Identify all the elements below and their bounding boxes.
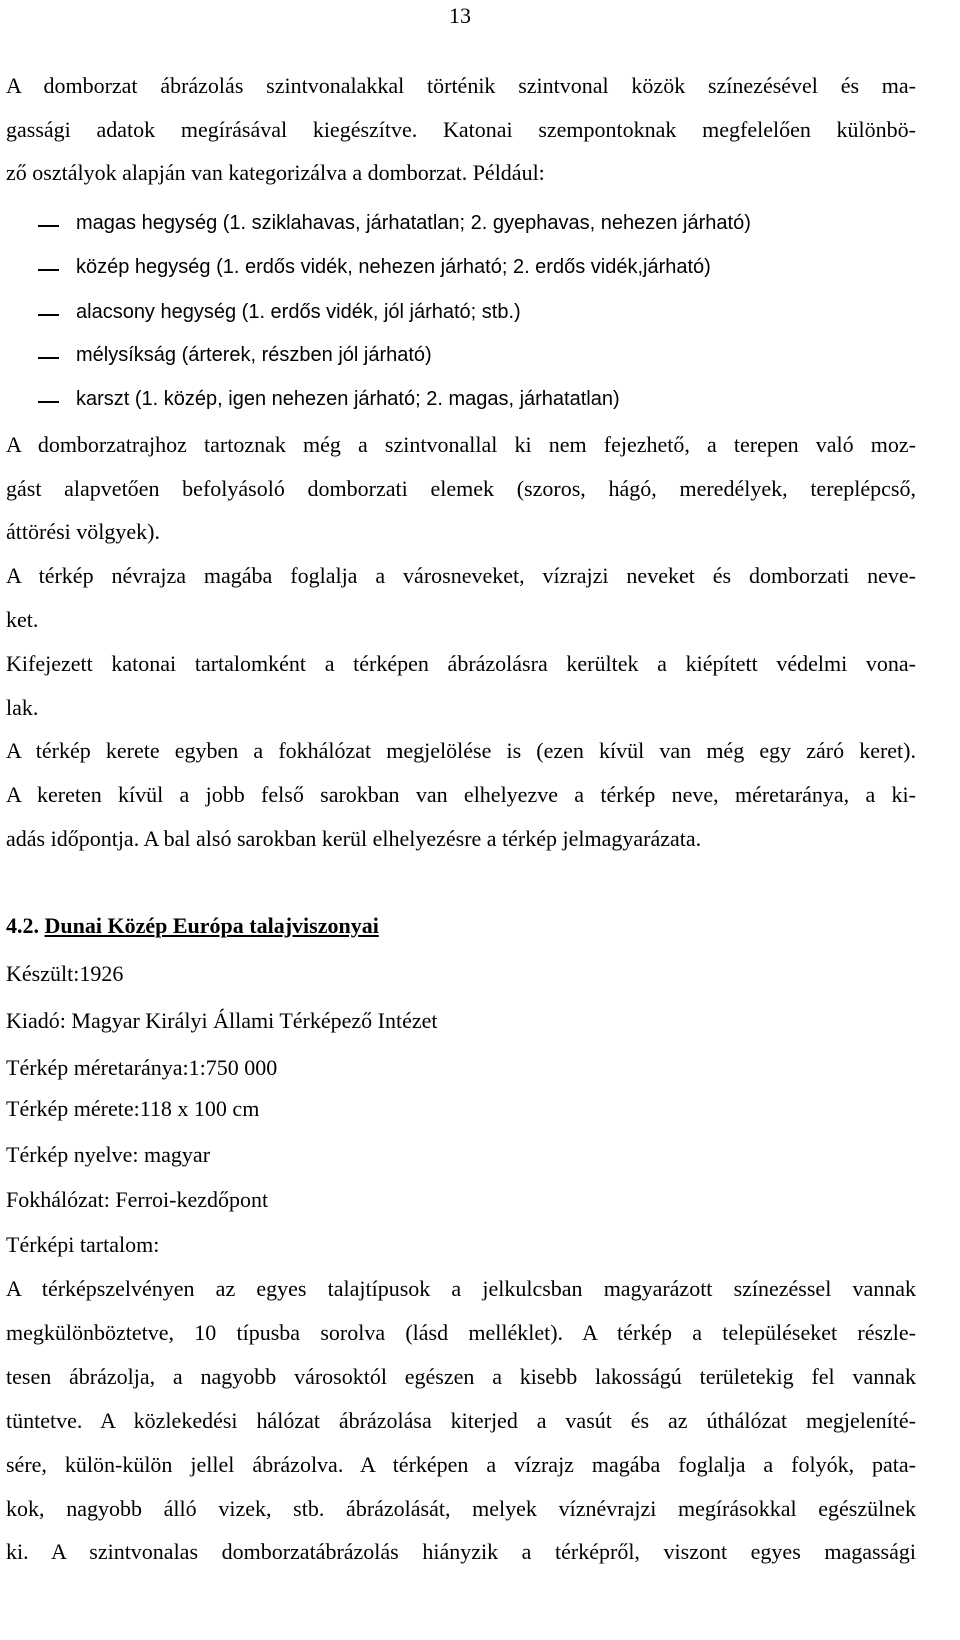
- paragraph-line: A domborzatrajhoz tartoznak még a szintvonallal ki nem fejezhető, a terepen való moz-: [6, 432, 916, 457]
- map-info-item: Kiadó: Magyar Királyi Állami Térképező Intézet: [6, 1008, 438, 1033]
- map-info-item: Térkép nyelve: magyar: [6, 1142, 211, 1167]
- list-item-text: közép hegység (1. erdős vidék, nehezen járható; 2. erdős vidék,járható): [76, 256, 711, 278]
- paragraph-line: tesen ábrázolja, a nagyobb városoktól egészen a kisebb lakosságú területekig fel vannak: [6, 1364, 916, 1389]
- section-heading: [6, 915, 379, 937]
- paragraph-line: A térkép névrajza magába foglalja a városneveket, vízrajzi neveket és domborzati neve-: [6, 563, 916, 588]
- paragraph-line: gást alapvetően befolyásoló domborzati elemek (szoros, hágó, meredélyek, tereplépcső,: [6, 476, 916, 501]
- dash-bullet-icon: [38, 401, 59, 403]
- dash-bullet-icon: [38, 225, 59, 227]
- list-item-text: magas hegység (1. sziklahavas, járhatatlan; 2. gyephavas, nehezen járható): [76, 212, 751, 234]
- paragraph-line: megkülönböztetve, 10 típusba sorolva (lásd melléklet). A térkép a településeket részle-: [6, 1320, 916, 1345]
- paragraph-line: A térkép kerete egyben a fokhálózat megjelölése is (ezen kívül van még egy záró keret).: [6, 738, 916, 763]
- dash-bullet-icon: [38, 314, 59, 316]
- map-info-item: Készült:1926: [6, 961, 124, 986]
- intro-line: gassági adatok megírásával kiegészítve. Katonai szempontoknak megfelelően különbö-: [6, 117, 916, 142]
- paragraph-line: A térképszelvényen az egyes talajtípusok a jelkulcsban magyarázott színezéssel vannak: [6, 1276, 916, 1301]
- list-item-text: karszt (1. közép, igen nehezen járható; 2. magas, járhatatlan): [76, 388, 620, 410]
- paragraph-line: adás időpontja. A bal alsó sarokban kerül elhelyezésre a térkép jelmagyarázata.: [6, 826, 702, 851]
- dash-bullet-icon: [38, 357, 59, 359]
- dash-bullet-icon: [38, 269, 59, 271]
- paragraph-line: ket.: [6, 607, 39, 632]
- page-number: 13: [449, 3, 471, 28]
- paragraph-line: Kifejezett katonai tartalomként a térképen ábrázolásra kerültek a kiépített védelmi vona-: [6, 651, 916, 676]
- paragraph-line: sére, külön-külön jellel ábrázolva. A térképen a vízrajz magába foglalja a folyók, pata-: [6, 1452, 916, 1477]
- map-info-item: Fokhálózat: Ferroi-kezdőpont: [6, 1187, 269, 1212]
- map-info-item: Térkép mérete:118 x 100 cm: [6, 1096, 260, 1121]
- map-info-item: Térkép méretaránya:1:750 000: [6, 1055, 278, 1080]
- paragraph-line: kok, nagyobb álló vizek, stb. ábrázolását, melyek víznévrajzi megírásokkal egészülnek: [6, 1496, 916, 1521]
- paragraph-line: tüntetve. A közlekedési hálózat ábrázolása kiterjed a vasút és az úthálózat megjeleníté-: [6, 1408, 916, 1433]
- intro-line: ző osztályok alapján van kategorizálva a domborzat. Például:: [6, 160, 545, 185]
- paragraph-line: áttörési völgyek).: [6, 519, 160, 544]
- intro-line: A domborzat ábrázolás szintvonalakkal történik szintvonal közök színezésével és ma-: [6, 73, 916, 98]
- paragraph-line: A kereten kívül a jobb felső sarokban van elhelyezve a térkép neve, méretaránya, a ki-: [6, 782, 916, 807]
- paragraph-line: lak.: [6, 695, 39, 720]
- paragraph-line: ki. A szintvonalas domborzatábrázolás hiányzik a térképről, viszont egyes magassági: [6, 1539, 916, 1564]
- list-item-text: alacsony hegység (1. erdős vidék, jól járható; stb.): [76, 301, 521, 323]
- list-item-text: mélysíkság (árterek, részben jól járható): [76, 344, 432, 366]
- section-number: 4.2.: [6, 913, 39, 938]
- map-info-item: Térképi tartalom:: [6, 1232, 160, 1257]
- section-title: Dunai Közép Európa talajviszonyai: [44, 913, 379, 938]
